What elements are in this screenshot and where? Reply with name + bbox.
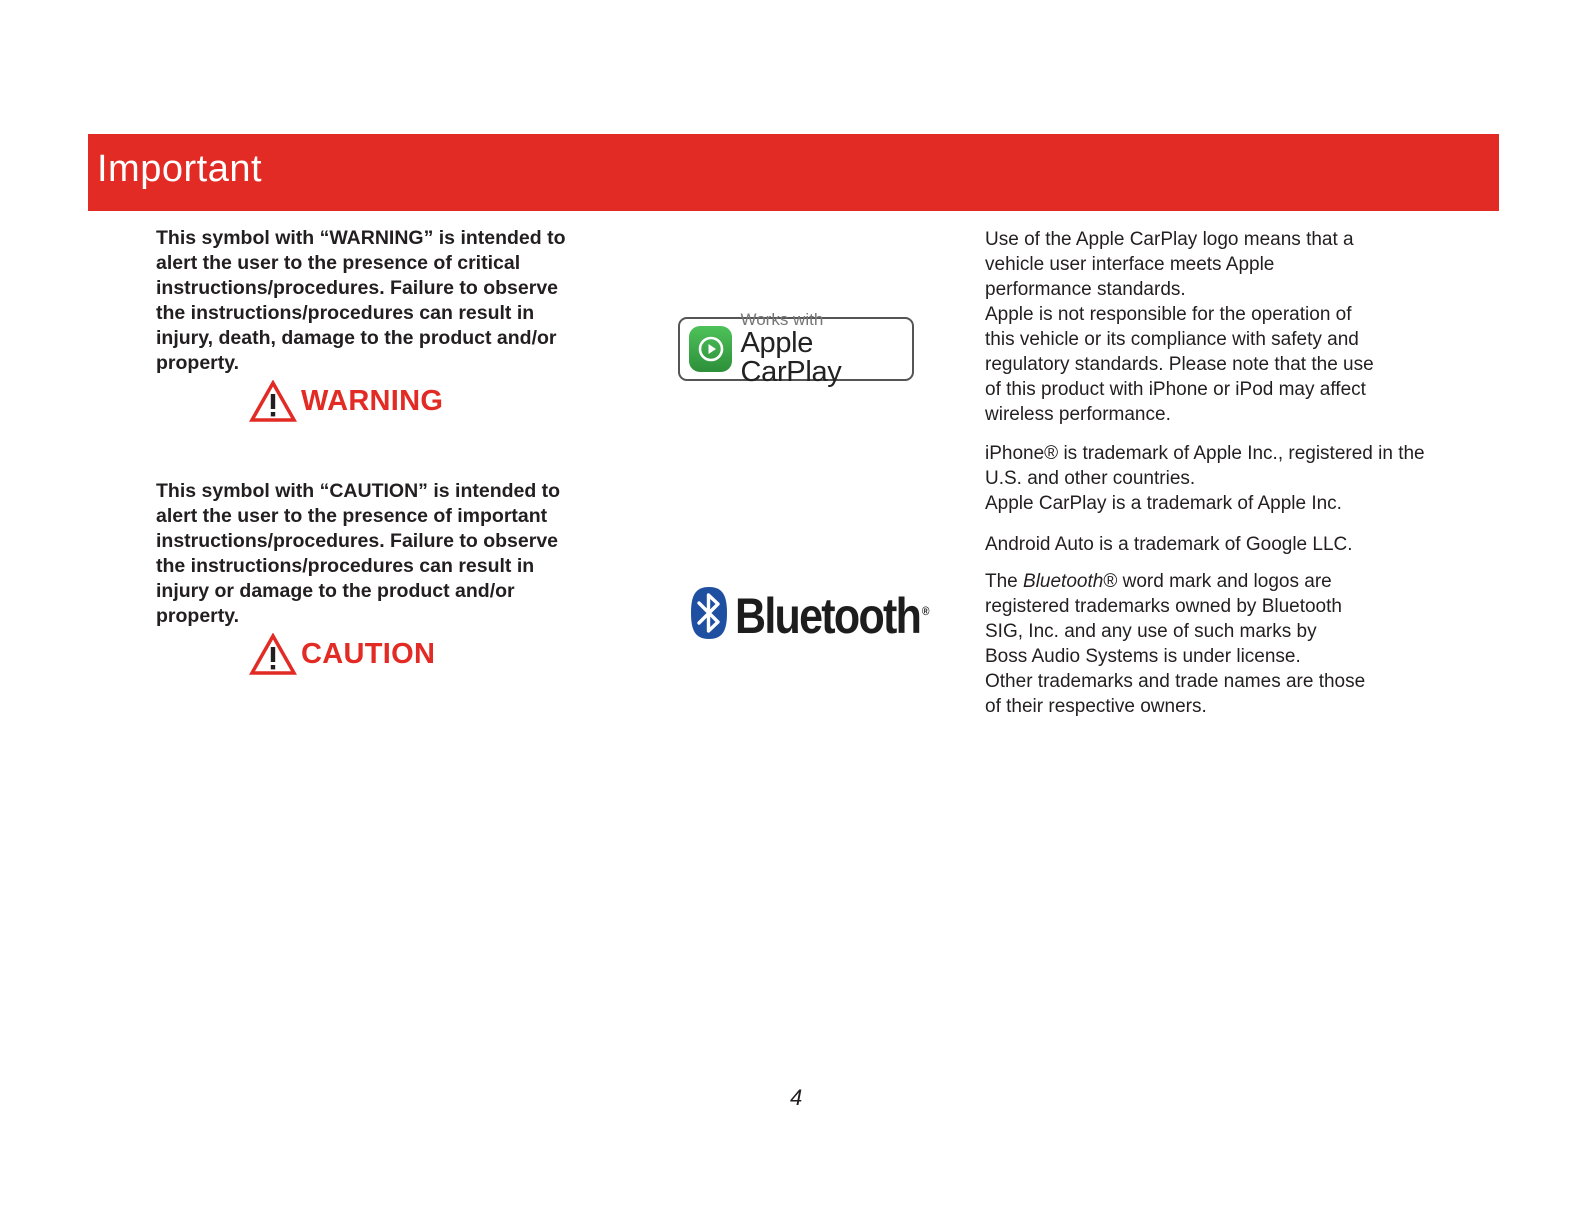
caution-label: CAUTION (301, 638, 436, 670)
caution-line: the instructions/procedures can result in (156, 555, 535, 577)
bluetooth-wordmark: Bluetooth ® (735, 587, 928, 644)
bluetooth-icon (689, 586, 729, 645)
warning-line: the instructions/procedures can result in (156, 302, 535, 324)
caution-triangle-icon (249, 633, 297, 676)
warning-line: property. (156, 352, 240, 374)
page-number: 4 (790, 1085, 803, 1110)
carplay-logo (678, 310, 914, 388)
trademark-notes (985, 227, 1455, 719)
header-bar (88, 134, 1499, 211)
bluetooth-trademark-notice: The Bluetooth® word mark and logos are registered trademarks owned by Bluetooth SIG, Inc. and any use of such marks by Boss Audio Systems is under license. Other trademarks and trade names are those of their respective owners. (985, 571, 1366, 717)
carplay-works-with: Works with (740, 310, 824, 329)
warning-label: WARNING (301, 385, 444, 417)
carplay-name: Apple CarPlay (740, 327, 842, 388)
carplay-notice: Use of the Apple CarPlay logo means that a vehicle user interface meets Apple performance standards. Apple is not responsible for the operation of this vehicle or its compliance with safety and regulatory standards. Please note that the use of this product with iPhone or iPod may affect wireless performance. (985, 229, 1374, 425)
bluetooth-logo (689, 586, 959, 645)
warning-line: instructions/procedures. Failure to observe (156, 277, 559, 299)
page-title: Important (97, 148, 263, 190)
caution-description (156, 479, 576, 629)
warning-symbol (249, 380, 576, 423)
caution-line: This symbol with “CAUTION” is intended to (156, 480, 561, 502)
caution-line: property. (156, 605, 240, 627)
android-auto-notice: Android Auto is a trademark of Google LLC. (985, 534, 1353, 555)
warning-line: injury, death, damage to the product and/or (156, 327, 557, 349)
caution-line: instructions/procedures. Failure to observe (156, 530, 559, 552)
warning-section (156, 226, 576, 423)
warning-triangle-icon (249, 380, 297, 423)
caution-line: alert the user to the presence of important (156, 505, 548, 527)
bluetooth-registered-mark: ® (921, 603, 928, 618)
caution-line: injury or damage to the product and/or (156, 580, 515, 602)
caution-symbol (249, 633, 576, 676)
iphone-trademark-notice: iPhone® is trademark of Apple Inc., registered in the U.S. and other countries. Apple CarPlay is a trademark of Apple Inc. (985, 443, 1425, 514)
warning-line: alert the user to the presence of critical (156, 252, 521, 274)
warning-line: This symbol with “WARNING” is intended to (156, 227, 566, 249)
caution-section (156, 479, 576, 676)
warning-description (156, 226, 576, 376)
carplay-play-icon (689, 326, 732, 372)
